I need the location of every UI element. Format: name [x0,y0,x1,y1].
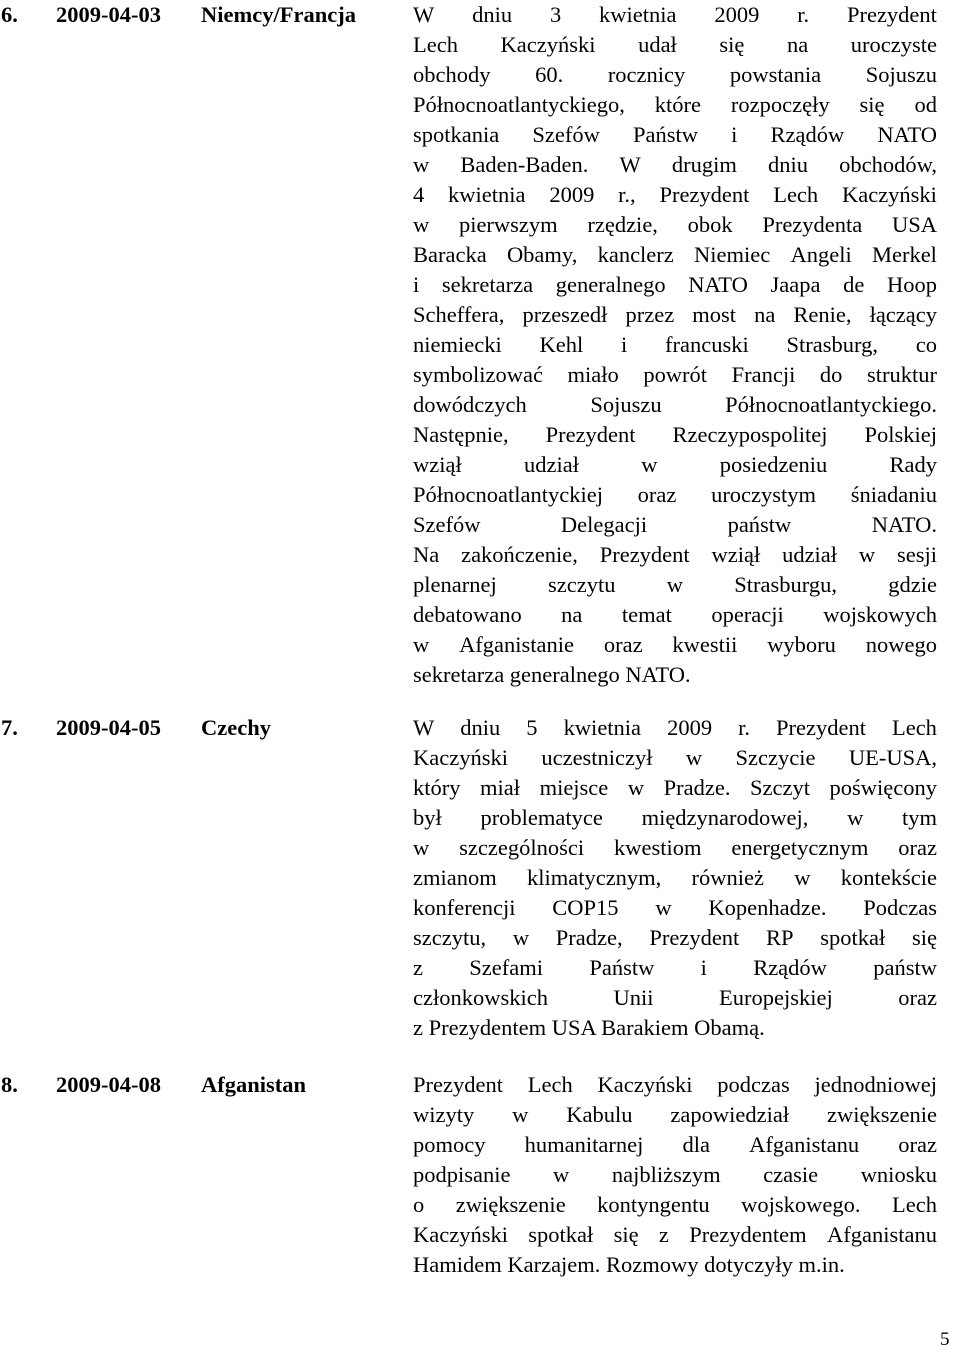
entry-country: Afganistan [201,1072,307,1097]
text-line: 4 kwietnia 2009 r., Prezydent Lech Kaczyński [413,182,937,207]
text-line: wizyty w Kabulu zapowiedział zwiększenie [413,1102,937,1127]
text-line: debatowano na temat operacji wojskowych [413,602,937,627]
text-line: Kaczyński uczestniczył w Szczycie UE-USA, [413,745,937,770]
text-line: w Baden-Baden. W drugim dniu obchodów, [413,152,937,177]
entry-date: 2009-04-08 [56,1072,161,1097]
entry-country: Czechy [201,715,271,740]
entry-description [413,1070,937,1280]
text-line: Następnie, Prezydent Rzeczypospolitej Polskiej [413,422,937,447]
text-line: plenarnej szczytu w Strasburgu, gdzie [413,572,937,597]
text-line: Baracka Obamy, kanclerz Niemiec Angeli Merkel [413,242,937,267]
text-line: Na zakończenie, Prezydent wziął udział w sesji [413,542,937,567]
text-line: sekretarza generalnego NATO. [413,662,691,687]
text-line: pomocy humanitarnej dla Afganistanu oraz [413,1132,937,1157]
text-line: który miał miejsce w Pradze. Szczyt poświęcony [413,775,937,800]
text-line: W dniu 3 kwietnia 2009 r. Prezydent [413,2,937,27]
text-line: z Szefami Państw i Rządów państw [413,955,937,980]
text-line: w szczególności kwestiom energetycznym oraz [413,835,937,860]
text-line: był problematyce międzynarodowej, w tym [413,805,937,830]
text-line: Lech Kaczyński udał się na uroczyste [413,32,937,57]
text-line: W dniu 5 kwietnia 2009 r. Prezydent Lech [413,715,937,740]
entry-number: 8. [1,1072,18,1097]
entry-date: 2009-04-05 [56,715,161,740]
entry-number: 6. [1,2,18,27]
text-line: zmianom klimatycznym, również w kontekście [413,865,937,890]
entry-number: 7. [1,715,18,740]
text-line: Scheffera, przeszedł przez most na Renie, łączący [413,302,937,327]
text-line: Prezydent Lech Kaczyński podczas jednodniowej [413,1072,937,1097]
entry-description [413,713,937,1043]
text-line: o zwiększenie kontyngentu wojskowego. Lech [413,1192,937,1217]
text-line: z Prezydentem USA Barakiem Obamą. [413,1015,765,1040]
text-line: symbolizować miało powrót Francji do struktur [413,362,937,387]
text-line: Północnoatlantyckiej oraz uroczystym śniadaniu [413,482,937,507]
text-line: dowódczych Sojuszu Północnoatlantyckiego. [413,392,937,417]
text-line: wziął udział w posiedzeniu Rady [413,452,937,477]
text-line: Północnoatlantyckiego, które rozpoczęły się od [413,92,937,117]
text-line: Kaczyński spotkał się z Prezydentem Afganistanu [413,1222,937,1247]
entry-country: Niemcy/Francja [201,2,356,27]
text-line: spotkania Szefów Państw i Rządów NATO [413,122,937,147]
entry-date: 2009-04-03 [56,2,161,27]
text-line: podpisanie w najbliższym czasie wniosku [413,1162,937,1187]
text-line: konferencji COP15 w Kopenhadze. Podczas [413,895,937,920]
text-line: szczytu, w Pradze, Prezydent RP spotkał się [413,925,937,950]
text-line: i sekretarza generalnego NATO Jaapa de Hoop [413,272,937,297]
page-number: 5 [940,1329,950,1350]
text-line: niemiecki Kehl i francuski Strasburg, co [413,332,937,357]
entry-description [413,0,937,690]
text-line: Hamidem Karzajem. Rozmowy dotyczyły m.in. [413,1252,845,1277]
text-line: Szefów Delegacji państw NATO. [413,512,937,537]
text-line: w pierwszym rzędzie, obok Prezydenta USA [413,212,937,237]
text-line: w Afganistanie oraz kwestii wyboru nowego [413,632,937,657]
text-line: obchody 60. rocznicy powstania Sojuszu [413,62,937,87]
text-line: członkowskich Unii Europejskiej oraz [413,985,937,1010]
